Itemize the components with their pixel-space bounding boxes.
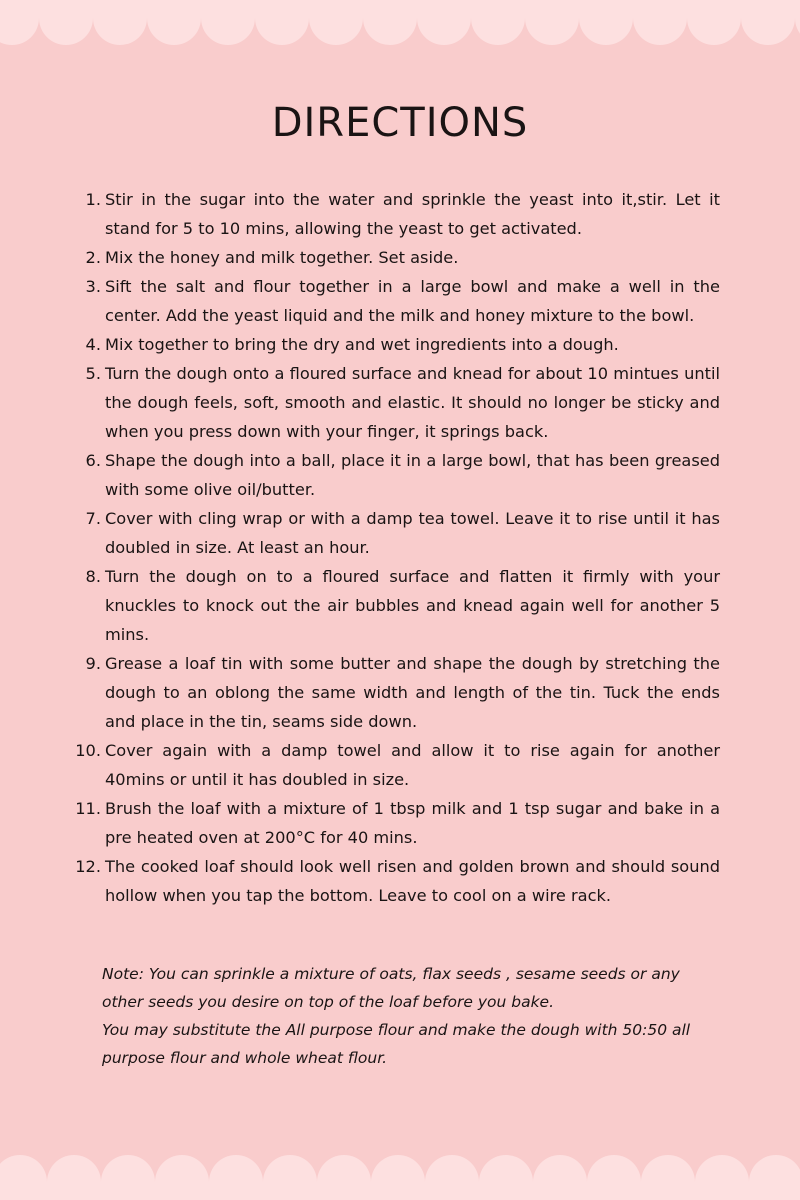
list-item <box>85 504 720 562</box>
step-number: 7. <box>85 509 101 528</box>
step-text: Sift the salt and flour together in a large bowl and make a well in the center. Add the yeast liquid and the milk and honey mixture to the bowl. <box>105 277 720 325</box>
bottom-scallop-border <box>0 1152 800 1200</box>
step-text: Cover again with a damp towel and allow it to rise again for another 40mins or until it has doubled in size. <box>105 741 720 789</box>
list-item <box>85 562 720 649</box>
step-number: 5. <box>85 364 101 383</box>
step-text: Turn the dough onto a floured surface and knead for about 10 mintues until the dough feels, soft, smooth and elastic. It should no longer be sticky and when you press down with your finger, it springs back. <box>105 364 720 441</box>
step-number: 2. <box>85 248 101 267</box>
step-number: 9. <box>85 654 101 673</box>
directions-list <box>75 185 720 910</box>
step-number: 8. <box>85 567 101 586</box>
note-line-2: You may substitute the All purpose flour and make the dough with 50:50 all purpose flour and whole wheat flour. <box>102 1021 691 1067</box>
list-item <box>85 272 720 330</box>
list-item <box>85 330 720 359</box>
list-item <box>85 446 720 504</box>
list-item <box>75 852 720 910</box>
list-item <box>75 736 720 794</box>
note-block <box>102 960 722 1072</box>
step-number: 4. <box>85 335 101 354</box>
step-text: Mix together to bring the dry and wet ingredients into a dough. <box>105 335 619 354</box>
step-text: Shape the dough into a ball, place it in a large bowl, that has been greased with some olive oil/butter. <box>105 451 720 499</box>
step-text: Cover with cling wrap or with a damp tea towel. Leave it to rise until it has doubled in size. At least an hour. <box>105 509 720 557</box>
step-number: 3. <box>85 277 101 296</box>
step-text: Grease a loaf tin with some butter and shape the dough by stretching the dough to an oblong the same width and length of the tin. Tuck the ends and place in the tin, seams side down. <box>105 654 720 731</box>
step-text: The cooked loaf should look well risen and golden brown and should sound hollow when you tap the bottom. Leave to cool on a wire rack. <box>105 857 720 905</box>
step-number: 6. <box>85 451 101 470</box>
step-text: Mix the honey and milk together. Set aside. <box>105 248 459 267</box>
list-item <box>85 185 720 243</box>
step-text: Brush the loaf with a mixture of 1 tbsp milk and 1 tsp sugar and bake in a pre heated oven at 200°C for 40 mins. <box>105 799 720 847</box>
step-text: Turn the dough on to a floured surface and flatten it firmly with your knuckles to knock out the air bubbles and knead again well for another 5 mins. <box>105 567 720 644</box>
list-item <box>85 359 720 446</box>
step-number: 11. <box>75 799 101 818</box>
step-text: Stir in the sugar into the water and sprinkle the yeast into it,stir. Let it stand for 5 to 10 mins, allowing the yeast to get activated. <box>105 190 720 238</box>
page-title: DIRECTIONS <box>271 100 529 146</box>
step-number: 12. <box>75 857 101 876</box>
step-number: 10. <box>75 741 101 760</box>
list-item <box>85 243 720 272</box>
list-item <box>75 794 720 852</box>
list-item <box>85 649 720 736</box>
step-number: 1. <box>85 190 101 209</box>
note-line-1: Note: You can sprinkle a mixture of oats, flax seeds , sesame seeds or any other seeds you desire on top of the loaf before you bake. <box>102 965 680 1011</box>
top-scallop-border <box>0 0 800 48</box>
